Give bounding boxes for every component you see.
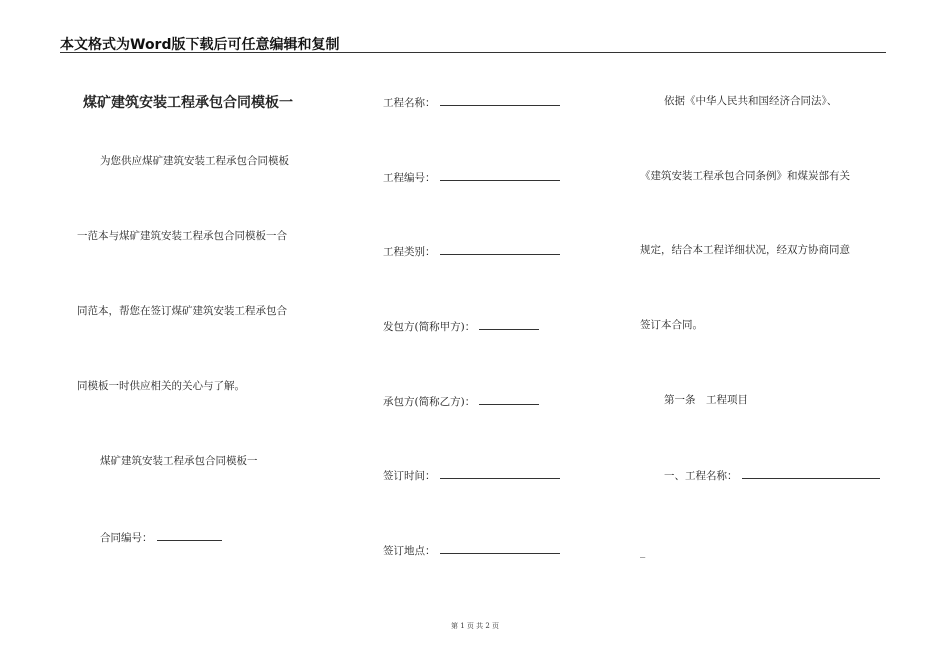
project-category-field <box>383 243 560 259</box>
basis-line-2: 《建筑安装工程承包合同条例》和煤炭部有关 <box>640 170 850 182</box>
intro-line-2: 一范本与煤矿建筑安装工程承包合同模板一合 <box>77 230 287 242</box>
field-blank <box>440 94 560 106</box>
field-label: 承包方(简称乙方)： <box>383 396 476 408</box>
field-label: 签订时间： <box>383 470 436 482</box>
download-banner: 本文格式为Word版下载后可任意编辑和复制 <box>60 37 340 53</box>
basis-line-1: 依据《中华人民共和国经济合同法》、 <box>664 95 838 107</box>
field-blank <box>742 467 880 479</box>
contract-number-field <box>100 529 222 545</box>
field-label: 发包方(简称甲方)： <box>383 321 476 333</box>
field-label: 工程编号： <box>383 172 436 184</box>
header-rule <box>60 52 886 53</box>
article-1-heading: 第一条 工程项目 <box>664 394 748 406</box>
field-label: 工程类别： <box>383 246 436 258</box>
field-blank <box>440 467 560 479</box>
section-subtitle: 煤矿建筑安装工程承包合同模板一 <box>100 455 258 467</box>
intro-line-1: 为您供应煤矿建筑安装工程承包合同模板 <box>100 155 289 167</box>
field-blank <box>440 542 560 554</box>
field-blank <box>440 243 560 255</box>
project-name-field <box>383 94 560 110</box>
field-label: 一、工程名称： <box>664 470 738 482</box>
intro-line-4: 同模板一时供应相关的关心与了解。 <box>77 380 245 392</box>
party-b-field <box>383 393 539 409</box>
field-label: 签订地点： <box>383 545 436 557</box>
signing-place-field <box>383 542 560 558</box>
party-a-field <box>383 318 539 334</box>
page-footer: 第 1 页 共 2 页 <box>450 622 500 630</box>
item-1-project-name-field <box>664 467 880 483</box>
signing-date-field <box>383 467 560 483</box>
project-number-field <box>383 169 560 185</box>
field-blank <box>440 169 560 181</box>
basis-line-3: 规定，结合本工程详细状况，经双方协商同意 <box>640 244 850 256</box>
contract-number-label: 合同编号： <box>100 532 153 544</box>
stray-underscore: _ <box>640 546 646 558</box>
field-label: 工程名称： <box>383 97 436 109</box>
field-blank <box>479 393 539 405</box>
intro-line-3: 同范本，帮您在签订煤矿建筑安装工程承包合 <box>77 305 287 317</box>
document-title: 煤矿建筑安装工程承包合同模板一 <box>83 95 293 111</box>
basis-line-4: 签订本合同。 <box>640 319 703 331</box>
contract-number-blank <box>157 529 222 541</box>
field-blank <box>479 318 539 330</box>
